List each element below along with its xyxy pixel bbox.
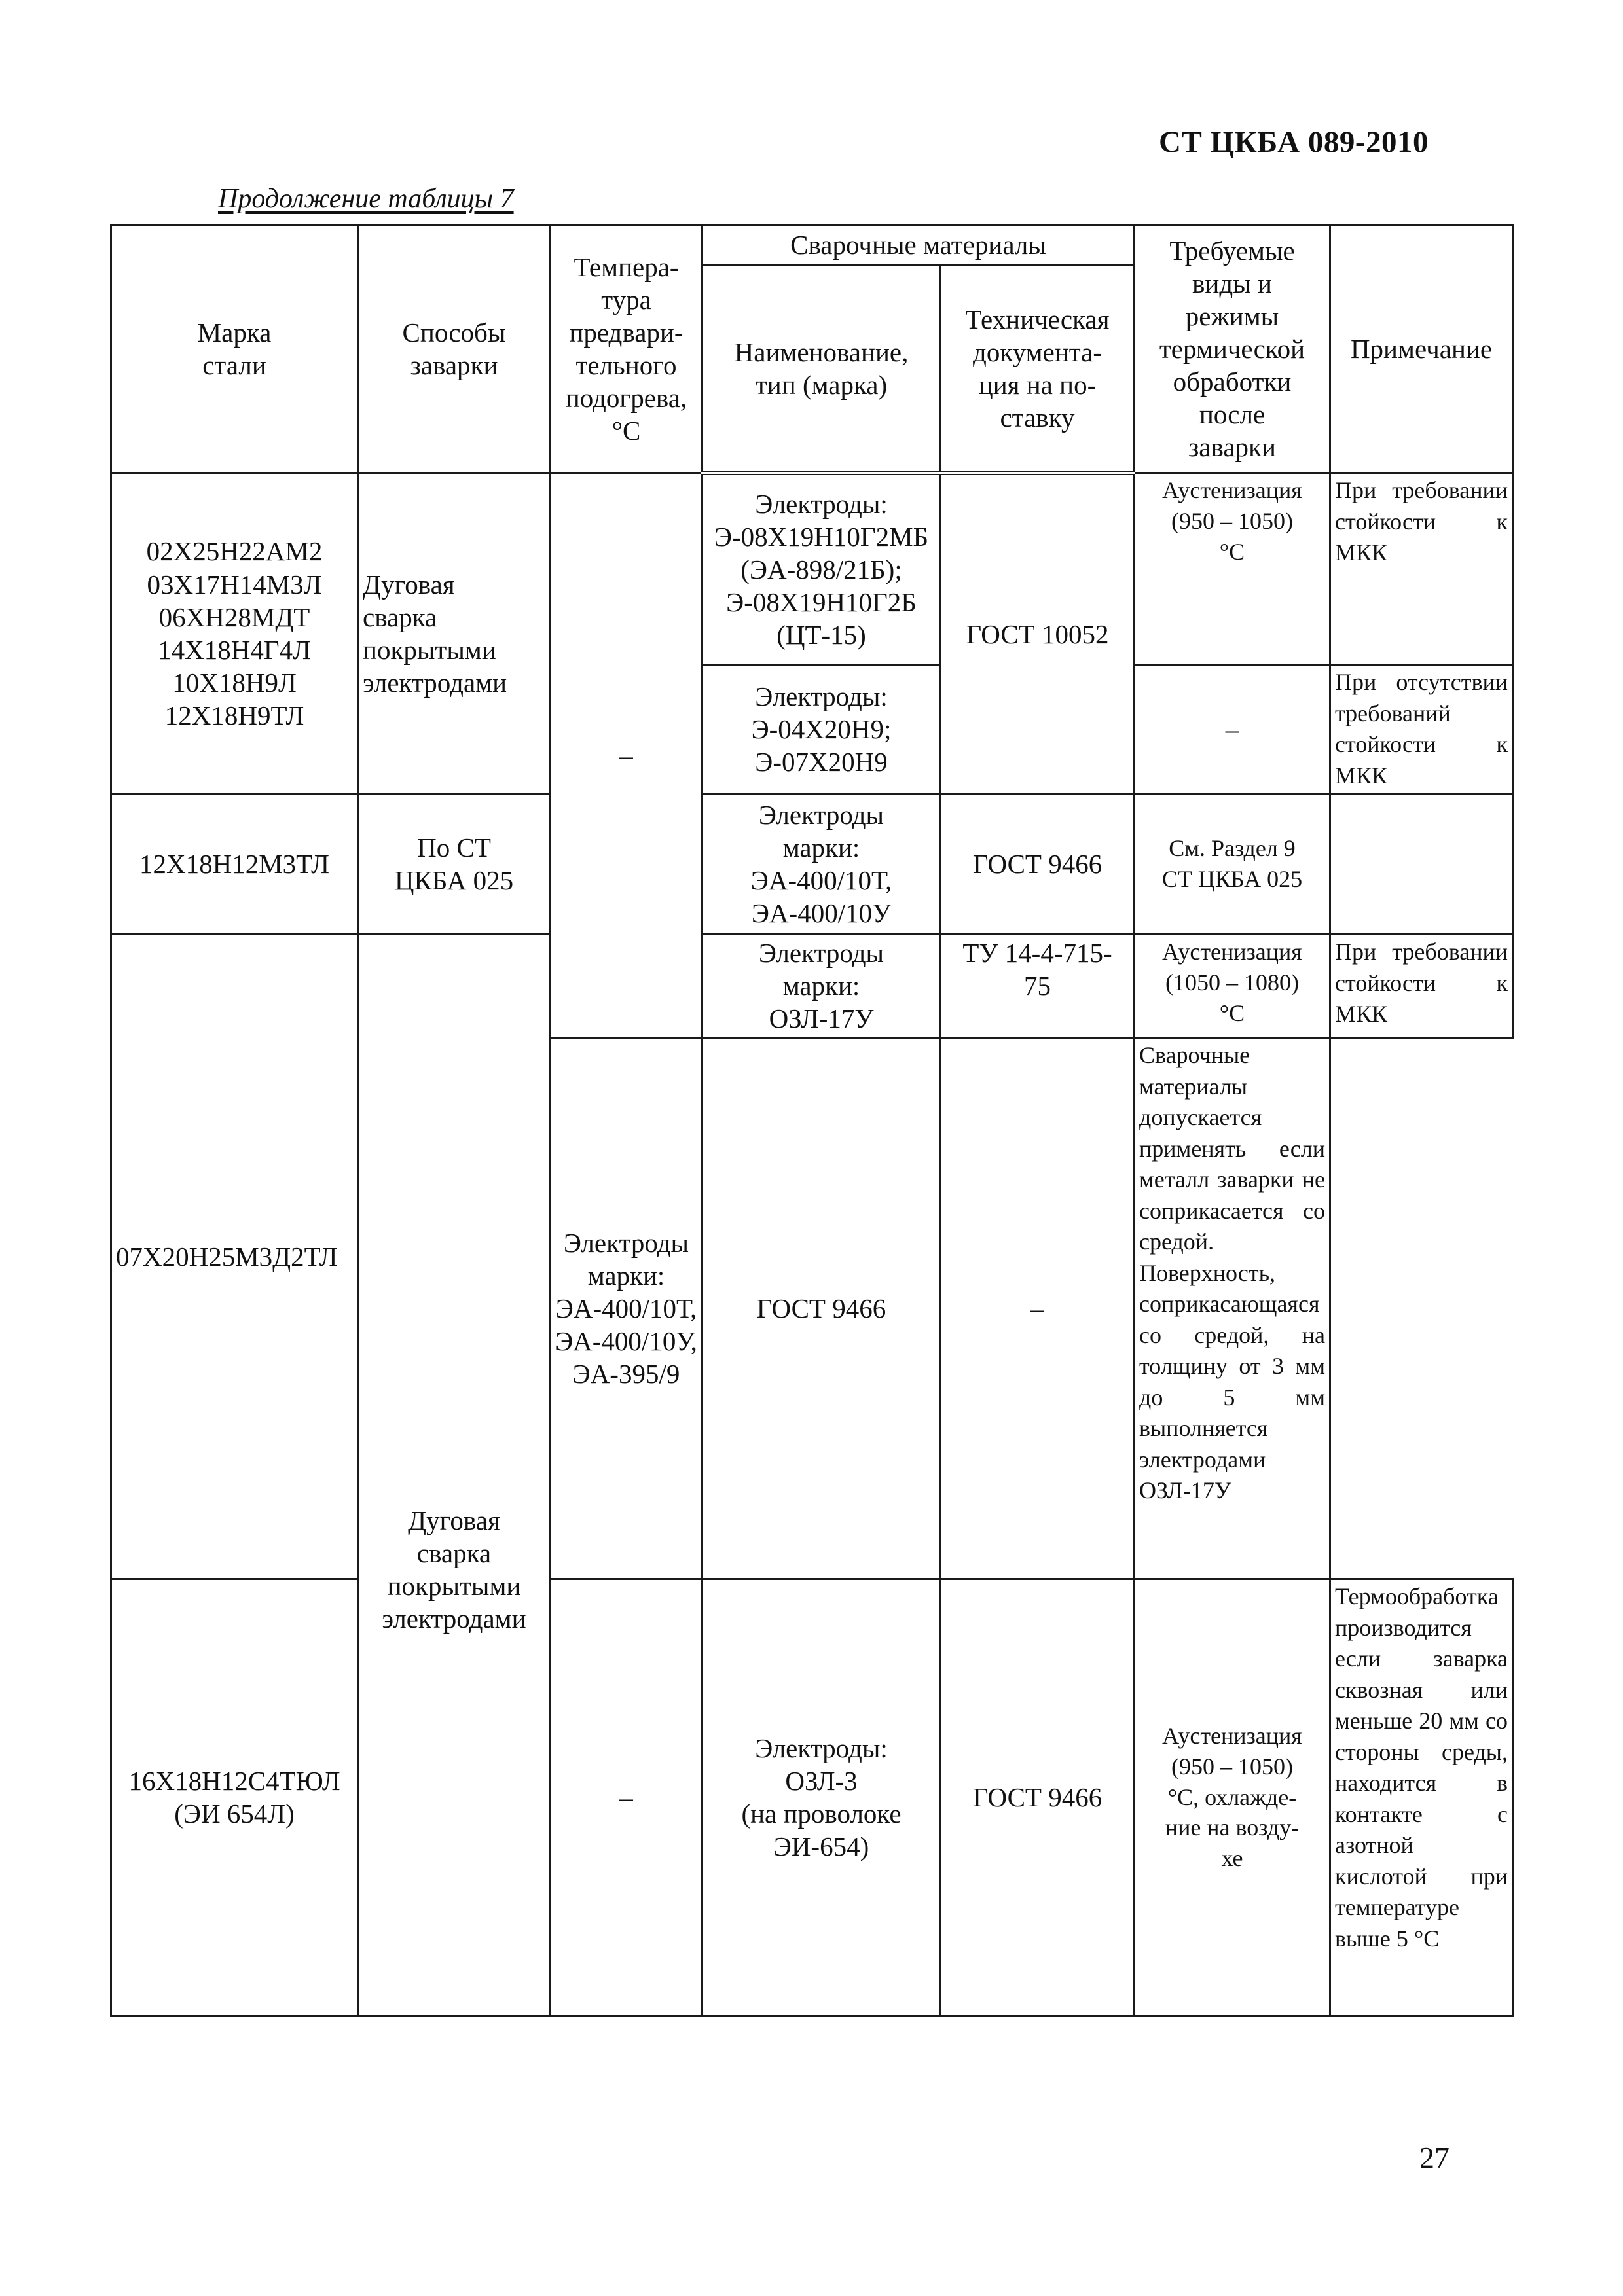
document-code: СТ ЦКБА 089-2010: [1159, 125, 1429, 159]
note-cell: При отсутствии требований стойкости к МКК: [1330, 665, 1513, 794]
header-heat-treatment: Требуемые виды и режимы термической обработки после заварки: [1135, 225, 1330, 473]
note-cell: При требовании стойкости к МКК: [1330, 473, 1513, 665]
welding-material-cell: Электроды марки: ОЗЛ-17У: [702, 935, 941, 1038]
preheat-temperature-cell: –: [551, 473, 702, 1038]
header-material-name: Наименование, тип (марка): [702, 266, 941, 473]
technical-doc-cell: ТУ 14-4-715- 75: [941, 935, 1135, 1038]
technical-doc-cell: ГОСТ 9466: [941, 794, 1135, 935]
note-cell: При требовании стойкости к МКК: [1330, 935, 1513, 1038]
heat-treatment-cell: –: [1135, 665, 1330, 794]
steel-grade-cell: 07Х20Н25М3Д2ТЛ: [111, 935, 358, 1579]
welding-material-cell: Электроды: Э-08Х19Н10Г2МБ (ЭА-898/21Б); Э-08Х19Н10Г2Б (ЦТ-15): [702, 473, 941, 665]
heat-treatment-cell: –: [941, 1038, 1135, 1579]
heat-treatment-cell: Аустенизация (950 – 1050) °С: [1135, 473, 1330, 665]
table-caption: [218, 183, 514, 215]
welding-method-cell: Дуговая сварка покрытыми электродами: [358, 935, 551, 2016]
steel-grade-cell: 02Х25Н22АМ2 03Х17Н14М3Л 06ХН28МДТ 14Х18Н4Г4Л 10Х18Н9Л 12Х18Н9ТЛ: [111, 473, 358, 794]
preheat-temperature-cell: –: [551, 1579, 702, 2016]
table-caption-text: Продолжение таблицы 7: [218, 184, 514, 214]
welding-method-cell: Дуговая сварка покрытыми электродами: [358, 473, 551, 794]
heat-treatment-cell: Аустенизация (1050 – 1080) °С: [1135, 935, 1330, 1038]
note-cell: [1330, 794, 1513, 935]
technical-doc-cell: ГОСТ 10052: [941, 473, 1135, 794]
technical-doc-cell: ГОСТ 9466: [941, 1579, 1135, 2016]
header-row-1: [111, 225, 1513, 266]
heat-treatment-cell: Аустенизация (950 – 1050) °С, охлажде- ние на возду- хе: [1135, 1579, 1330, 2016]
note-cell: Термообработка производится если заварка сквозная или меньше 20 мм со стороны среды, находится в контакте с азотной кислотой при температуре выше 5 °С: [1330, 1579, 1513, 2016]
header-welding-materials: Сварочные материалы: [702, 225, 1135, 266]
welding-material-cell: Электроды: Э-04Х20Н9; Э-07Х20Н9: [702, 665, 941, 794]
table-row: [111, 1579, 1513, 2016]
steel-grade-cell: 12Х18Н12М3ТЛ: [111, 794, 358, 935]
table-row: [111, 935, 1513, 1038]
header-steel-grade: Марка стали: [111, 225, 358, 473]
table-row: [111, 794, 1513, 935]
note-cell: Сварочные материалы допускается применять если металл заварки не соприкасается со средой. Поверхность, соприкасающаяся со средой, на толщину от 3 мм до 5 мм выполняется электродами ОЗЛ-17У: [1135, 1038, 1330, 1579]
welding-method-cell: По СТ ЦКБА 025: [358, 794, 551, 935]
header-welding-methods: Способы заварки: [358, 225, 551, 473]
table-row: [111, 473, 1513, 665]
technical-doc-cell: ГОСТ 9466: [702, 1038, 941, 1579]
header-note: Примечание: [1330, 225, 1513, 473]
page-number: 27: [1419, 2141, 1450, 2174]
header-preheat-temperature: Темпера- тура предвари- тельного подогрева, °С: [551, 225, 702, 473]
heat-treatment-cell: См. Раздел 9 СТ ЦКБА 025: [1135, 794, 1330, 935]
header-technical-documentation: Техническая документа- ция на по- ставку: [941, 266, 1135, 473]
welding-material-cell: Электроды марки: ЭА-400/10Т, ЭА-400/10У: [702, 794, 941, 935]
welding-material-cell: Электроды марки: ЭА-400/10Т, ЭА-400/10У, ЭА-395/9: [551, 1038, 702, 1579]
welding-material-cell: Электроды: ОЗЛ-3 (на проволоке ЭИ-654): [702, 1579, 941, 2016]
welding-materials-table: [110, 224, 1514, 2017]
steel-grade-cell: 16Х18Н12С4ТЮЛ (ЭИ 654Л): [111, 1579, 358, 2016]
